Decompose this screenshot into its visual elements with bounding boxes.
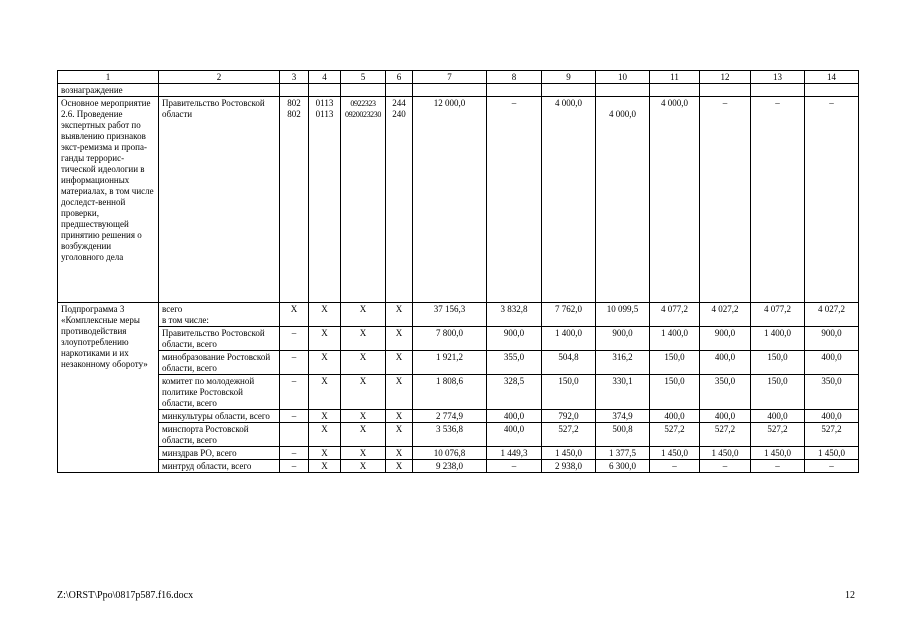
y2019-cell: 150,0 [751,351,805,375]
y2019-cell: – [751,460,805,473]
y2020-cell: – [805,97,859,303]
csr-cell: 0922323 0920023230 [341,97,386,303]
y2020-cell: 527,2 [805,423,859,447]
executor-cell: комитет по молодежной политике Ростовской области, всего [159,375,280,410]
y2015-cell: 7 762,0 [542,303,596,327]
subprogram-row [58,423,859,447]
col-header: 10 [596,71,650,84]
y2016-cell: 4 000,0 [596,97,650,303]
grbs-cell: – [280,447,309,460]
col-header: 3 [280,71,309,84]
y2015-cell: 150,0 [542,375,596,410]
y2018-cell: 1 450,0 [700,447,751,460]
y2018-cell: 527,2 [700,423,751,447]
footer-file-path: Z:\ORST\Ppo\0817p587.f16.docx [57,590,194,601]
col-header: 6 [386,71,413,84]
col-header: 11 [650,71,700,84]
y2020-cell: – [805,460,859,473]
grbs-cell: – [280,351,309,375]
y2014-cell: 400,0 [487,410,542,423]
y2018-cell: – [700,460,751,473]
executor-cell: минтруд области, всего [159,460,280,473]
subprogram-row [58,460,859,473]
rzpr-cell: X [309,375,341,410]
y2016-cell: 10 099,5 [596,303,650,327]
y2016-cell: 330,1 [596,375,650,410]
continuation-row [58,84,859,97]
total-cell: 3 536,8 [413,423,487,447]
y2020-cell: 1 450,0 [805,447,859,460]
y2014-cell: – [487,97,542,303]
col-header: 4 [309,71,341,84]
subprogram-row [58,351,859,375]
y2019-cell: 1 400,0 [751,327,805,351]
y2014-cell: 3 832,8 [487,303,542,327]
vr-cell: X [386,351,413,375]
total-cell: 9 238,0 [413,460,487,473]
csr-cell: X [341,303,386,327]
grbs-cell: – [280,375,309,410]
col-header: 9 [542,71,596,84]
vr-cell: X [386,375,413,410]
measure-title: Основное мероприятие 2.6. Проведение экспертных работ по выявлению признаков экст-ремизма и пропа-ганды террорис-тической идеологии в информационных материалах, в том числе доследст-венной проверки, предшествующей принятию решения о возбуждении уголовного дела [58,97,159,303]
total-cell: 37 156,3 [413,303,487,327]
y2015-cell: 527,2 [542,423,596,447]
csr-cell: X [341,423,386,447]
rzpr-cell: X [309,351,341,375]
y2014-cell: 328,5 [487,375,542,410]
y2020-cell: 400,0 [805,351,859,375]
budget-table [57,70,859,473]
y2014-cell: 1 449,3 [487,447,542,460]
csr-cell: X [341,460,386,473]
y2015-cell: 504,8 [542,351,596,375]
y2016-cell: 1 377,5 [596,447,650,460]
total-cell: 2 774,9 [413,410,487,423]
rzpr-cell: X [309,327,341,351]
total-cell: 12 000,0 [413,97,487,303]
vr-cell: 244 240 [386,97,413,303]
y2014-cell: 355,0 [487,351,542,375]
subprogram-row [58,447,859,460]
rzpr-cell: X [309,460,341,473]
y2017-cell: 400,0 [650,410,700,423]
y2016-cell: 900,0 [596,327,650,351]
y2018-cell: 350,0 [700,375,751,410]
executor-cell: минздрав РО, всего [159,447,280,460]
grbs-cell: – [280,460,309,473]
y2019-cell: 150,0 [751,375,805,410]
total-cell: 7 800,0 [413,327,487,351]
subprogram-row [58,327,859,351]
rzpr-cell: X [309,423,341,447]
col-header: 12 [700,71,751,84]
col-header: 13 [751,71,805,84]
y2015-cell: 4 000,0 [542,97,596,303]
y2019-cell: – [751,97,805,303]
vr-cell: X [386,303,413,327]
grbs-cell [280,423,309,447]
y2014-cell: 400,0 [487,423,542,447]
y2018-cell: – [700,97,751,303]
executor-cell: минспорта Ростовской области, всего [159,423,280,447]
csr-cell: X [341,327,386,351]
grbs-cell: 802 802 [280,97,309,303]
y2017-cell: 1 400,0 [650,327,700,351]
rzpr-cell: 0113 0113 [309,97,341,303]
y2020-cell: 900,0 [805,327,859,351]
y2015-cell: 2 938,0 [542,460,596,473]
y2017-cell: 4 000,0 [650,97,700,303]
y2015-cell: 1 450,0 [542,447,596,460]
y2018-cell: 400,0 [700,410,751,423]
column-number-row [58,71,859,84]
vr-cell: X [386,327,413,351]
y2017-cell: 150,0 [650,351,700,375]
csr-cell: X [341,447,386,460]
y2018-cell: 4 027,2 [700,303,751,327]
executor-cell: Правительство Ростовской области, всего [159,327,280,351]
subprogram-row [58,375,859,410]
csr-cell: X [341,351,386,375]
rzpr-cell: X [309,303,341,327]
col-header: 1 [58,71,159,84]
csr-cell: X [341,375,386,410]
y2020-cell: 4 027,2 [805,303,859,327]
csr-cell: X [341,410,386,423]
vr-cell: X [386,460,413,473]
y2014-cell: 900,0 [487,327,542,351]
measure-executor: Правительство Ростовской области [159,97,280,303]
y2019-cell: 1 450,0 [751,447,805,460]
y2017-cell: – [650,460,700,473]
y2016-cell: 6 300,0 [596,460,650,473]
y2016-cell: 316,2 [596,351,650,375]
subprogram-row [58,410,859,423]
col-header: 14 [805,71,859,84]
y2019-cell: 4 077,2 [751,303,805,327]
col-header: 5 [341,71,386,84]
total-cell: 10 076,8 [413,447,487,460]
y2019-cell: 527,2 [751,423,805,447]
page-number: 12 [845,590,855,601]
y2020-cell: 400,0 [805,410,859,423]
continuation-cell: вознаграждение [58,84,159,97]
measure-2-6-row [58,97,859,303]
y2019-cell: 400,0 [751,410,805,423]
y2014-cell: – [487,460,542,473]
y2017-cell: 150,0 [650,375,700,410]
executor-cell: минобразование Ростовской области, всего [159,351,280,375]
y2017-cell: 527,2 [650,423,700,447]
y2018-cell: 400,0 [700,351,751,375]
vr-cell: X [386,410,413,423]
y2020-cell: 350,0 [805,375,859,410]
y2018-cell: 900,0 [700,327,751,351]
col-header: 7 [413,71,487,84]
total-cell: 1 808,6 [413,375,487,410]
rzpr-cell: X [309,447,341,460]
col-header: 2 [159,71,280,84]
y2016-cell: 374,9 [596,410,650,423]
grbs-cell: – [280,410,309,423]
subprogram-title: Подпрограмма 3 «Комплексные меры противодействия злоупотреблению наркотиками и их незаконному обороту» [58,303,159,473]
total-cell: 1 921,2 [413,351,487,375]
y2017-cell: 1 450,0 [650,447,700,460]
y2017-cell: 4 077,2 [650,303,700,327]
executor-cell: всего в том числе: [159,303,280,327]
subprogram-row [58,303,859,327]
rzpr-cell: X [309,410,341,423]
vr-cell: X [386,423,413,447]
col-header: 8 [487,71,542,84]
grbs-cell: X [280,303,309,327]
y2016-cell: 500,8 [596,423,650,447]
y2015-cell: 792,0 [542,410,596,423]
grbs-cell: – [280,327,309,351]
executor-cell: минкультуры области, всего [159,410,280,423]
y2015-cell: 1 400,0 [542,327,596,351]
vr-cell: X [386,447,413,460]
